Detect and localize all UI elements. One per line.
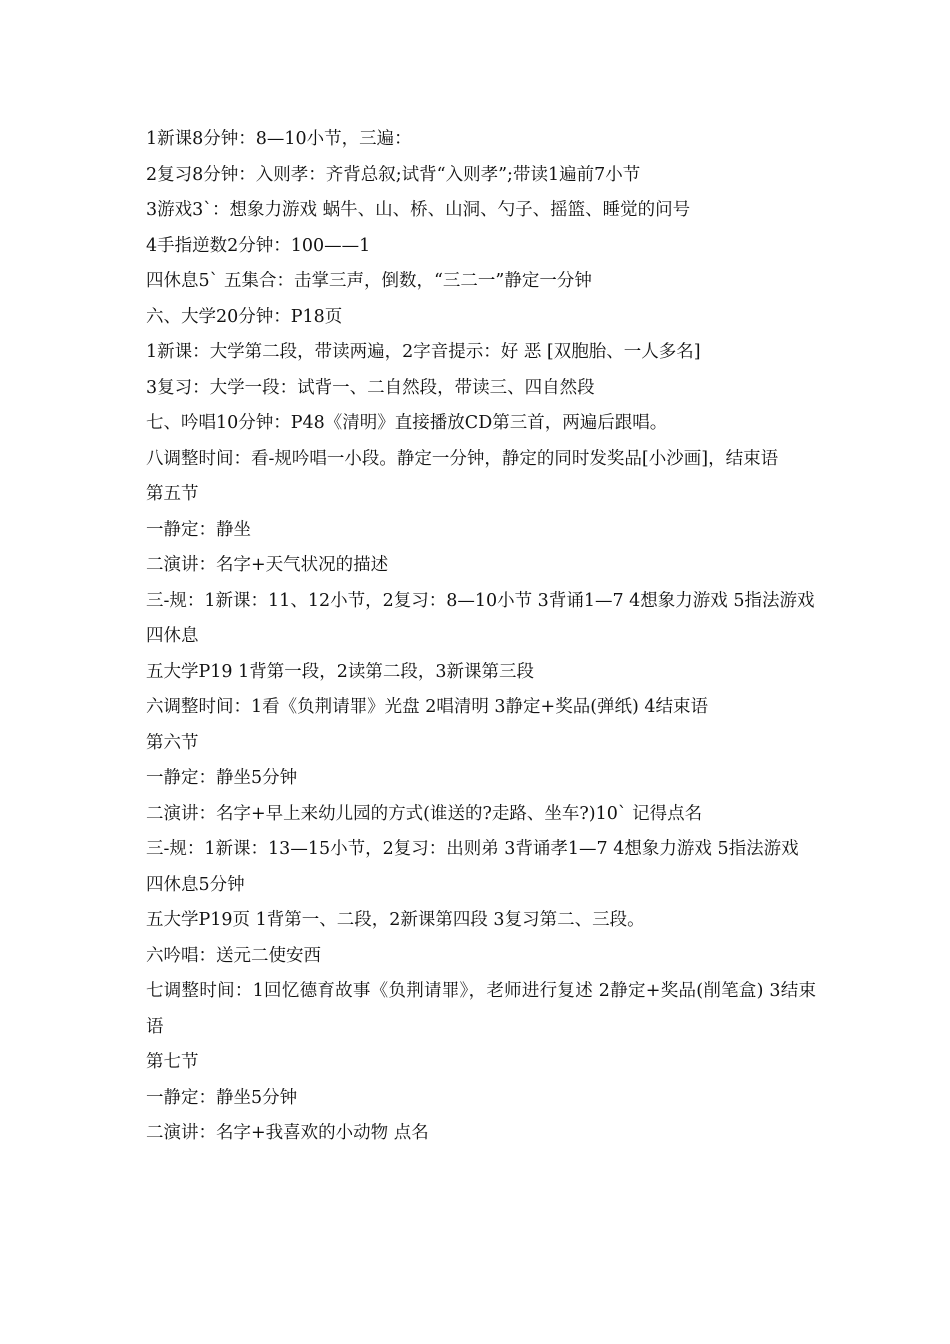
text-line: 1新课8分钟：8—10小节，三遍： — [146, 129, 412, 149]
text-line: 四休息5分钟 — [146, 874, 245, 895]
text-line: 七调整时间：1回忆德育故事《负荆请罪》，老师进行复述 2静定+奖品(削笔盒) 3结束语 — [146, 981, 816, 1037]
text-line: 四休息5` 五集合：击掌三声，倒数，“三二一”静定一分钟 — [146, 271, 592, 291]
text-line: 2复习8分钟：入则孝：齐背总叙;试背“入则孝”;带读1遍前7小节 — [146, 164, 641, 185]
text-line: 一静定：静坐5分钟 — [146, 1087, 298, 1108]
text-line: 六吟唱：送元二使安西 — [146, 945, 321, 966]
text-line: 五大学P19页 1背第一、二段，2新课第四段 3复习第二、三段。 — [146, 910, 645, 930]
section-heading: 第七节 — [146, 1052, 199, 1072]
text-line: 三-规：1新课：13—15小节，2复习：出则弟 3背诵孝1—7 4想象力游戏 5指法游戏 — [146, 839, 799, 859]
text-line: 3游戏3`：想象力游戏 蜗牛、山、桥、山洞、勺子、摇篮、睡觉的问号 — [146, 200, 691, 220]
text-line: 4手指逆数2分钟：100——1 — [146, 235, 371, 256]
text-line: 3复习：大学一段：试背一、二自然段，带读三、四自然段 — [146, 377, 595, 398]
text-line: 七、吟唱10分钟：P48《清明》直接播放CD第三首，两遍后跟唱。 — [146, 413, 668, 433]
text-line: 八调整时间：看-规吟唱一小段。静定一分钟，静定的同时发奖品[小沙画]，结束语 — [146, 448, 779, 469]
text-line: 四休息 — [146, 626, 199, 646]
text-line: 一静定：静坐5分钟 — [146, 768, 298, 788]
section-heading: 第六节 — [146, 732, 199, 753]
text-line: 二演讲：名字+天气状况的描述 — [146, 555, 389, 575]
document-body — [146, 122, 816, 1152]
text-line: 二演讲：名字+早上来幼儿园的方式(谁送的?走路、坐车?)10` 记得点名 — [146, 803, 703, 824]
text-line: 一静定：静坐 — [146, 519, 251, 540]
text-line: 六、大学20分钟：P18页 — [146, 306, 343, 327]
text-line: 三-规：1新课：11、12小节，2复习：8—10小节 3背诵1—7 4想象力游戏 5指法游戏 — [146, 590, 815, 611]
text-line: 六调整时间：1看《负荆请罪》光盘 2唱清明 3静定+奖品(弹纸) 4结束语 — [146, 697, 709, 717]
text-line: 1新课：大学第二段，带读两遍，2字音提示：好 恶 [双胞胎、一人多名] — [146, 342, 701, 362]
section-heading: 第五节 — [146, 484, 199, 504]
text-line: 二演讲：名字+我喜欢的小动物 点名 — [146, 1123, 429, 1143]
text-line: 五大学P19 1背第一段，2读第二段，3新课第三段 — [146, 661, 535, 682]
